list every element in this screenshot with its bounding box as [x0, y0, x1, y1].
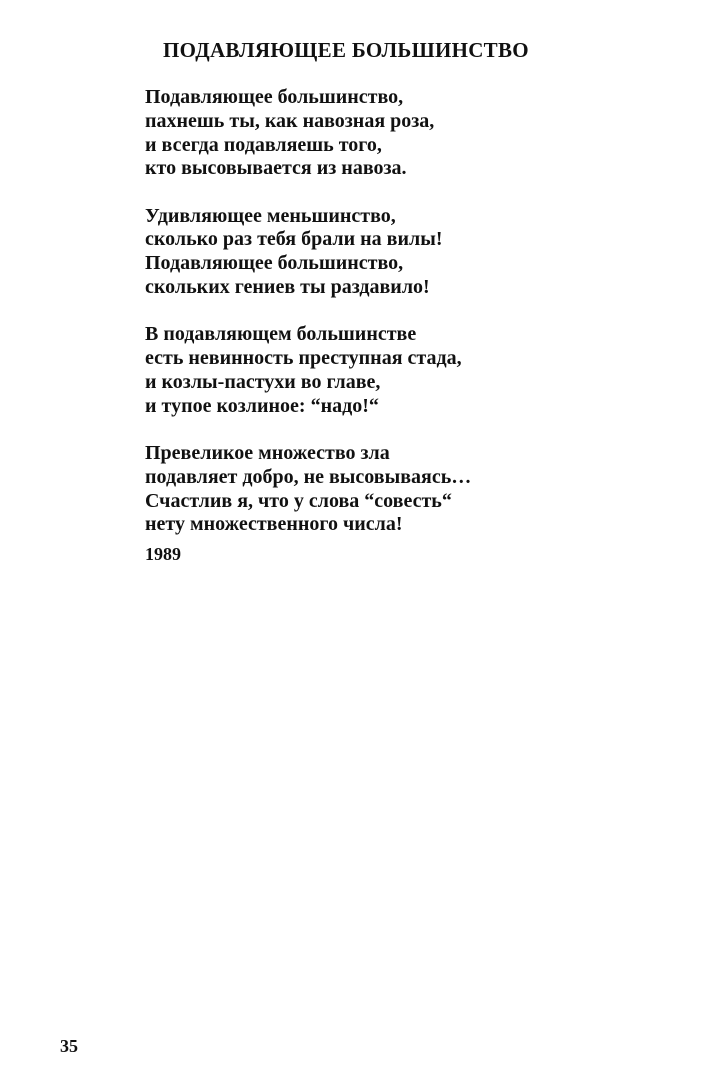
poem-title: ПОДАВЛЯЮЩЕЕ БОЛЬШИНСТВО [163, 38, 529, 62]
poem-line: Превеликое множество зла [145, 442, 390, 465]
poem-line: Удивляющее меньшинство, [145, 204, 396, 227]
poem-line: пахнешь ты, как навозная роза, [145, 109, 435, 132]
poem-line: подавляет добро, не высовываясь… [145, 465, 472, 488]
poem-line: Подавляющее большинство, [145, 252, 404, 275]
stanza-1 [145, 86, 471, 181]
stanza-3 [145, 323, 471, 418]
poem-line: и всегда подавляешь того, [145, 133, 382, 156]
poem-line: и тупое козлиное: “надо!“ [145, 394, 379, 417]
poem-line: Счастлив я, что у слова “совесть“ [145, 489, 452, 512]
poem-line: скольких гениев ты раздавило! [145, 276, 430, 299]
page-number: 35 [60, 1036, 78, 1056]
poem-line: есть невинность преступная стада, [145, 347, 462, 370]
poem-line: нету множественного числа! [145, 513, 403, 536]
stanza-2 [145, 205, 471, 300]
poem-line: В подавляющем большинстве [145, 323, 417, 346]
poem-year: 1989 [145, 544, 181, 564]
poem-line: кто высовывается из навоза. [145, 157, 407, 180]
stanza-4 [145, 442, 471, 537]
poem-line: и козлы-пастухи во главе, [145, 370, 381, 393]
poem-body [145, 86, 471, 561]
poem-line: Подавляющее большинство, [145, 86, 404, 108]
poem-line: сколько раз тебя брали на вилы! [145, 228, 443, 251]
